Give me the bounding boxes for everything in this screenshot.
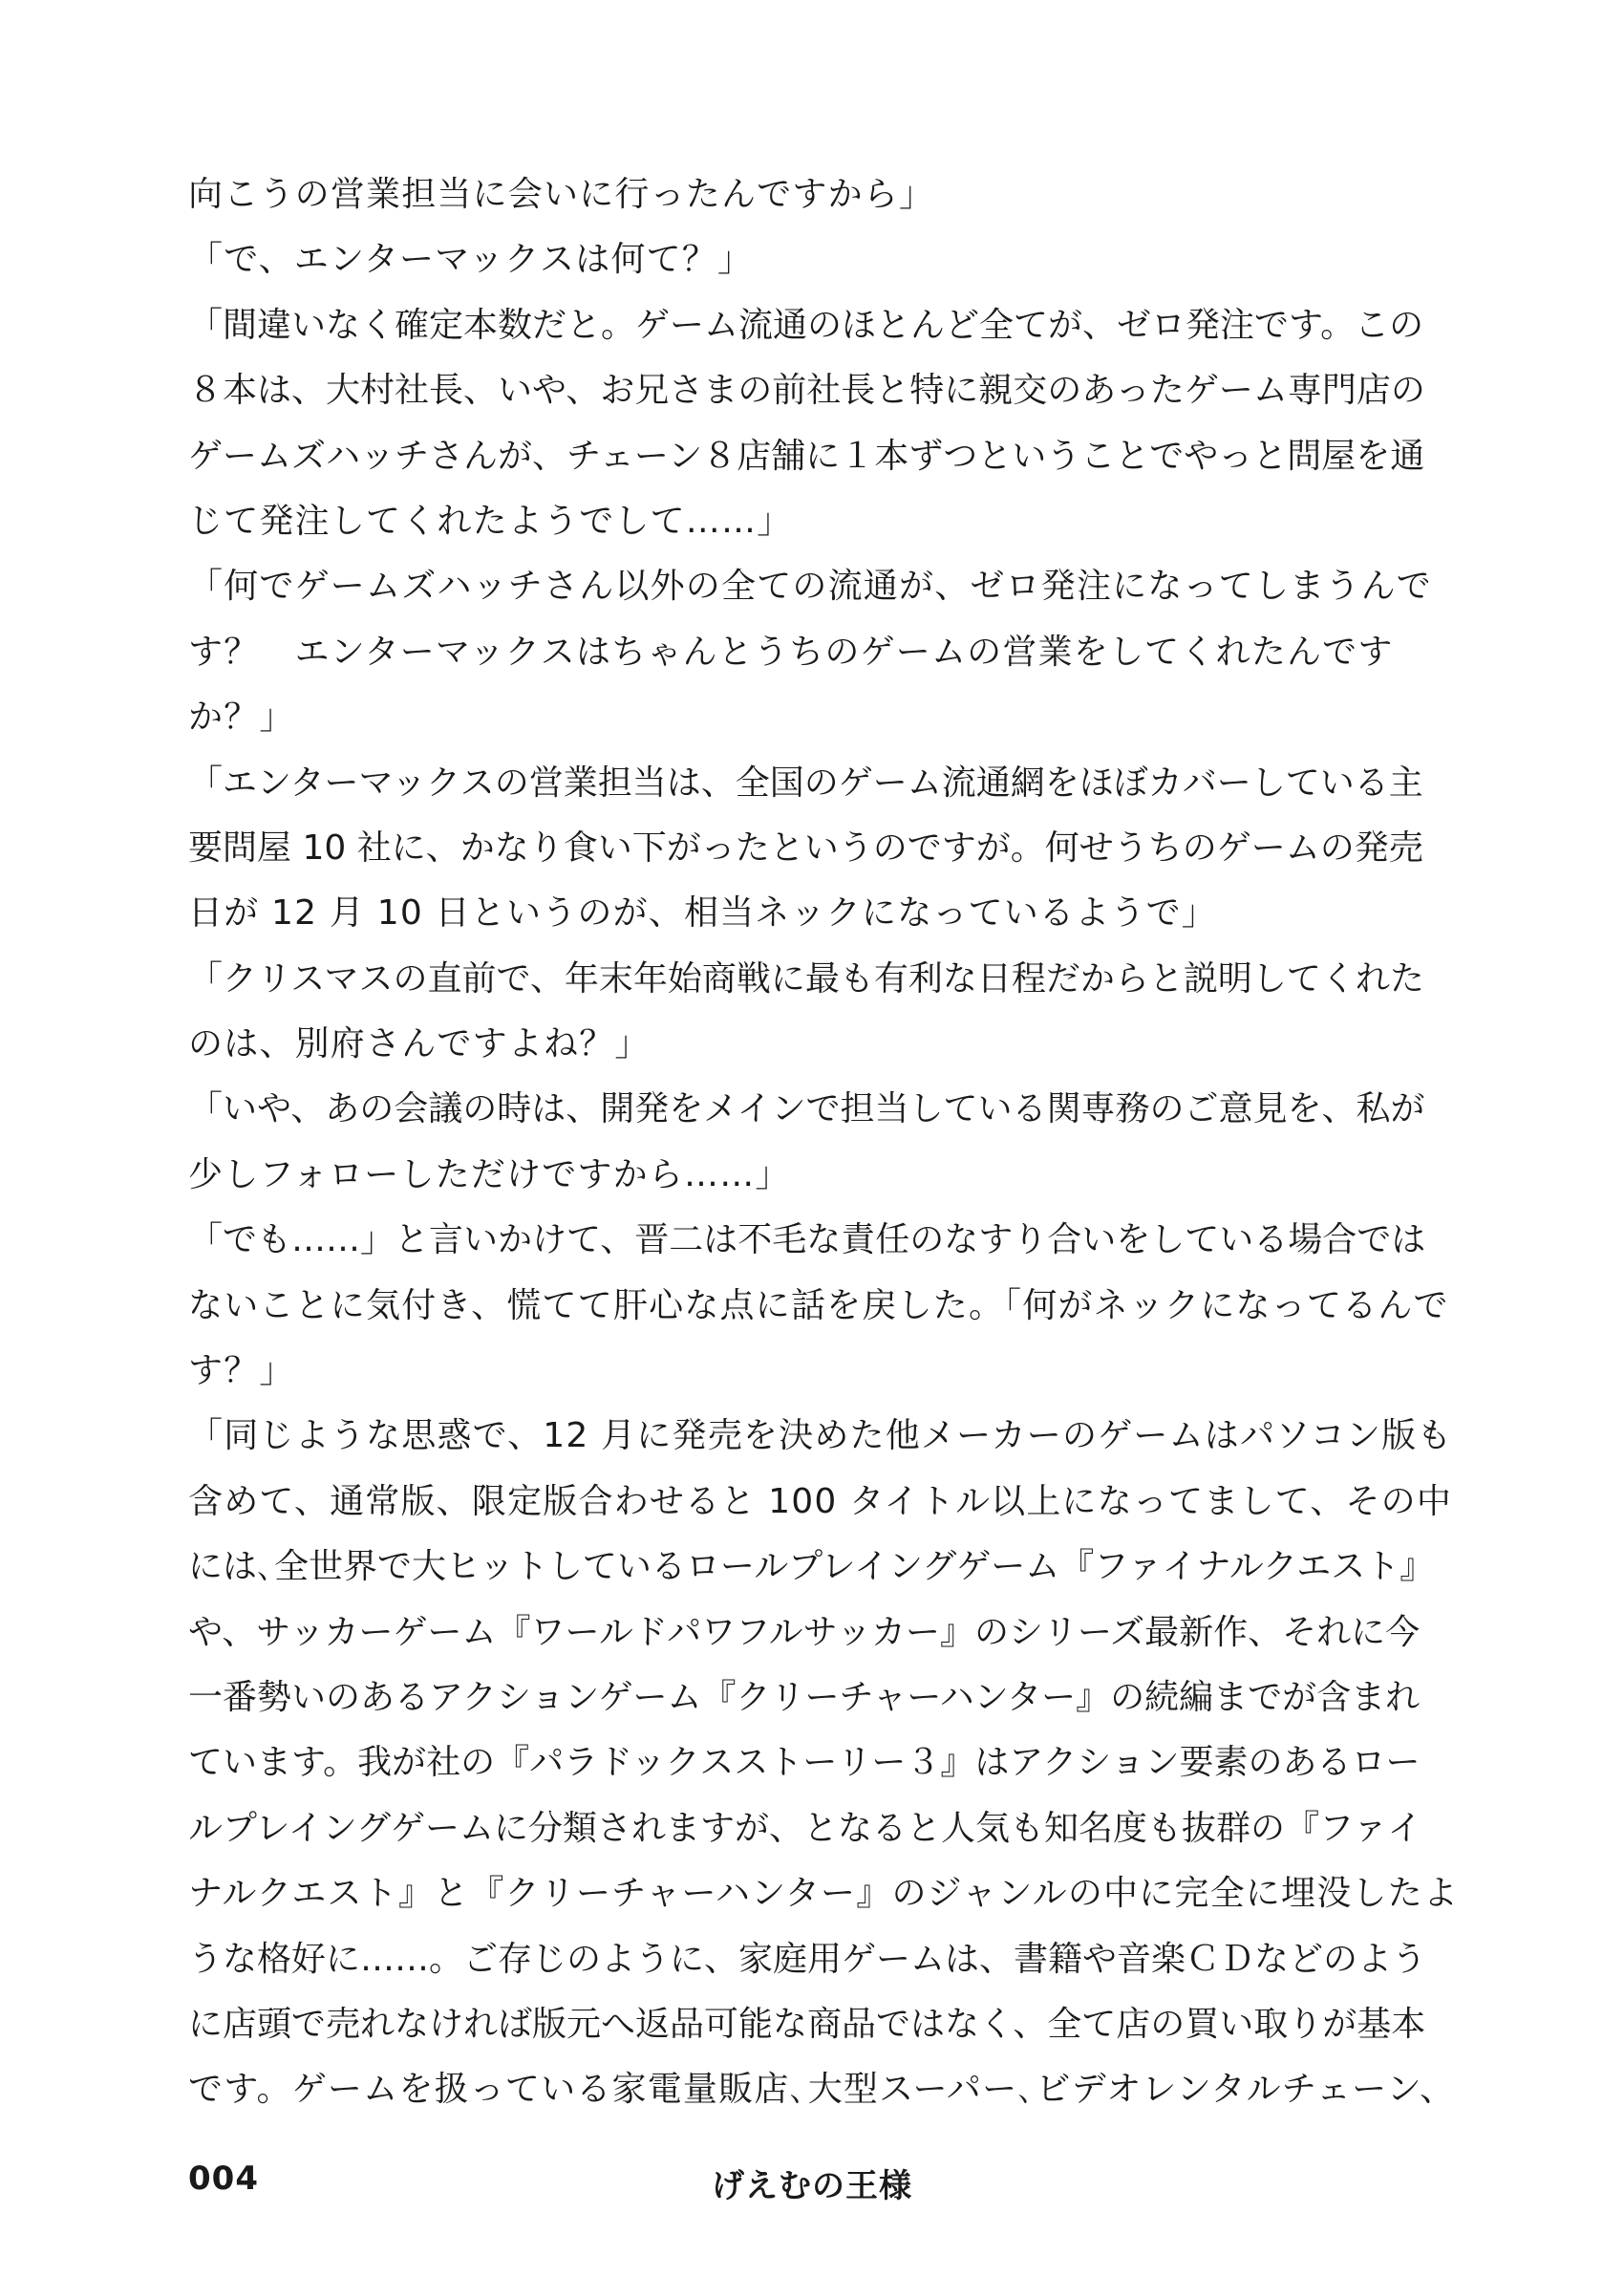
text-line: には､全世界で大ヒットしているロールプレイングゲーム『ファイナルクエスト』 [188,1547,1435,1587]
text-line: ナルクエスト』と『クリーチャーハンター』のジャンルの中に完全に埋没したよ [188,1874,1460,1914]
text-line: 「エンターマックスの営業担当は、全国のゲーム流通網をほぼカバーしている主 [188,763,1423,803]
text-line: ゲームズハッチさんが、チェーン８店舗に１本ずつということでやっと問屋を通 [188,436,1425,476]
text-line: す？」 [188,1351,295,1391]
text-line: 一番勢いのあるアクションゲーム『クリーチャーハンター』の続編までが含まれ [188,1677,1421,1717]
text-line: 「いや、あの会議の時は、開発をメインで担当している関専務のご意見を、私が [188,1089,1425,1129]
text-line: ルプレイングゲームに分類されますが、となると人気も知名度も抜群の『ファイ [188,1808,1422,1848]
text-line: のは、別府さんですよね？」 [188,1024,651,1064]
page-number: 004 [188,2160,259,2198]
text-line: 「クリスマスの直前で、年末年始商戦に最も有利な日程だからと説明してくれた [188,958,1424,999]
text-line: 「何でゲームズハッチさん以外の全ての流通が、ゼロ発注になってしまうんで [188,567,1433,607]
text-line: 「でも……」と言いかけて、晋二は不毛な責任のなすり合いをしている場合では [188,1220,1426,1260]
text-line: 「同じような思惑で、12 月に発売を決めた他メーカーのゲームはパソコン版も [188,1416,1453,1456]
book-title: げえむの王様 [712,2167,912,2205]
body-text [188,162,1459,2123]
text-line: 含めて、通常版、限定版合わせると 100 タイトル以上になってまして、その中 [188,1481,1453,1521]
text-line: 要問屋 10 社に、かなり食い下がったというのですが。何せうちのゲームの発売 [188,827,1423,868]
text-line: ８本は、大村社長、いや、お兄さまの前社長と特に親交のあったゲーム専門店の [188,371,1425,411]
text-line: 日が 12 月 10 日というのが、相当ネックになっているようで」 [188,893,1217,934]
text-line: に店頭で売れなければ版元へ返品可能な商品ではなく、全て店の買い取りが基本 [188,2004,1426,2044]
text-line: うな格好に……。ご存じのように、家庭用ゲームは、書籍や音楽ＣＤなどのよう [188,1939,1427,1979]
text-line: です。ゲームを扱っている家電量販店､大型スーパー､ビデオレンタルチェーン、 [188,2070,1456,2110]
text-line: か？」 [188,698,295,738]
text-line: 「で、エンターマックスは何て？」 [188,240,754,280]
text-line: 「間違いなく確定本数だと。ゲーム流通のほとんど全てが、ゼロ発注です。この [188,305,1424,345]
text-line: や、サッカーゲーム『ワールドパワフルサッカー』のシリーズ最新作、それに今 [188,1612,1421,1652]
text-line: 向こうの営業担当に会いに行ったんですから」 [188,175,935,214]
text-line: ています。我が社の『パラドックスストーリー３』はアクション要素のあるロー [188,1743,1421,1783]
text-line: ないことに気付き、慌てて肝心な点に話を戻した。「何がネックになってるんで [188,1285,1449,1325]
text-line: じて発注してくれたようでして……」 [188,501,793,541]
text-line: す？ エンターマックスはちゃんとうちのゲームの営業をしてくれたんです [188,632,1394,672]
text-line: 少しフォローしただけですから……」 [188,1154,791,1194]
